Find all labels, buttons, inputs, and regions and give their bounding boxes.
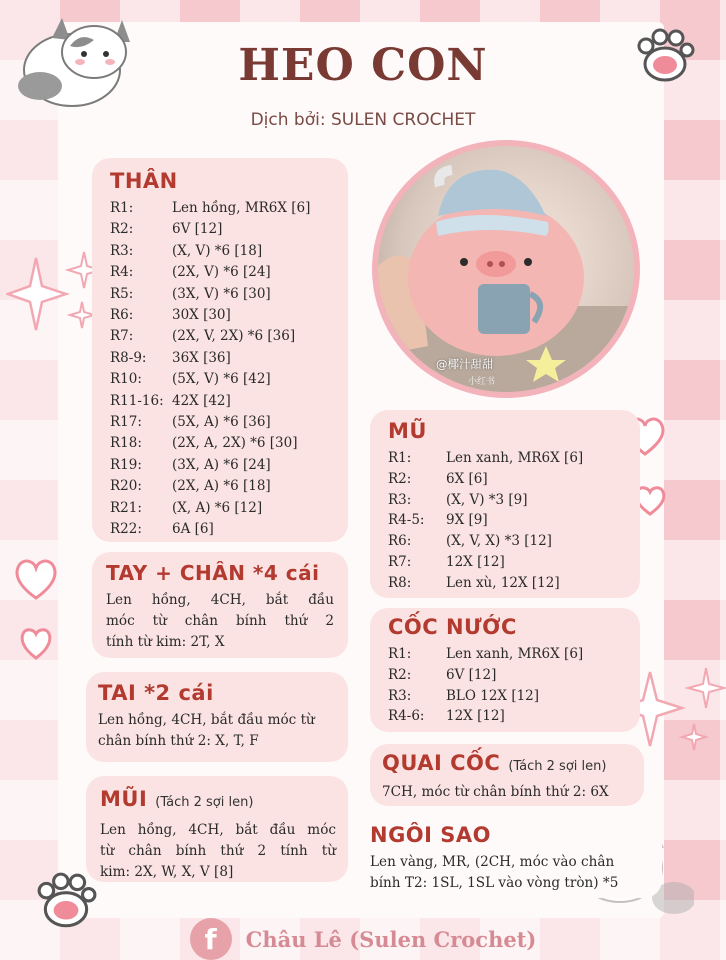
note-mui: (Tách 2 sợi len) — [155, 795, 254, 810]
row-instruction: 6V [12] — [446, 666, 497, 683]
row-instruction: (2X, V, 2X) *6 [36] — [172, 328, 296, 345]
heading-coc-nuoc: CỐC NƯỚC — [388, 615, 517, 639]
pattern-row — [388, 448, 640, 469]
row-instruction: (5X, A) *6 [36] — [172, 414, 271, 431]
pattern-row — [388, 706, 640, 727]
heading-quai-coc-text: QUAI CỐC — [382, 751, 501, 775]
row-instruction: Len hồng, MR6X [6] — [172, 200, 311, 216]
line: Len hồng, 4CH, bắt đầu móc — [100, 822, 336, 838]
pig-amigurumi-photo — [372, 140, 640, 398]
heading-tay-chan: TAY + CHÂN *4 cái — [106, 561, 320, 585]
row-instruction: 6X [6] — [446, 470, 488, 487]
row-instruction: Len xanh, MR6X [6] — [446, 646, 584, 662]
pattern-row — [110, 241, 348, 262]
line: Len hồng, 4CH, bắt đầu móc từ — [98, 712, 315, 728]
pattern-row — [110, 369, 348, 390]
row-label: R2: — [388, 470, 412, 487]
line: 7CH, móc từ chân bính thứ 2: 6X — [382, 784, 609, 800]
pattern-row — [388, 644, 640, 665]
row-label: R1: — [110, 200, 134, 216]
pattern-row — [110, 412, 348, 433]
row-instruction: (2X, A, 2X) *6 [30] — [172, 435, 298, 452]
sparkle-icon-left — [6, 250, 106, 340]
row-label: R7: — [110, 328, 134, 345]
line: tính từ kim: 2T, X — [106, 634, 225, 650]
row-label: R8: — [388, 574, 412, 591]
row-instruction: (2X, A) *6 [18] — [172, 478, 271, 495]
panel-tai — [86, 672, 348, 762]
line: Len vàng, MR, (2CH, móc vào chân — [370, 854, 615, 870]
row-instruction: 9X [9] — [446, 512, 488, 529]
row-label: R10: — [110, 371, 142, 388]
row-instruction: 6A [6] — [172, 521, 214, 538]
pattern-row — [110, 284, 348, 305]
row-label: R4-5: — [388, 512, 425, 529]
pattern-row — [110, 198, 348, 219]
row-label: R11-16: — [110, 392, 164, 409]
line: kim: 2X, W, X, V [8] — [100, 864, 234, 880]
pattern-row — [388, 469, 640, 490]
row-label: R3: — [110, 242, 134, 259]
row-instruction: (2X, V) *6 [24] — [172, 264, 271, 281]
row-label: R7: — [388, 553, 412, 570]
heart-icons-left — [10, 552, 62, 662]
pattern-row — [388, 510, 640, 531]
pattern-row — [110, 326, 348, 347]
text-ngoi-sao — [370, 852, 662, 894]
pattern-row — [110, 519, 348, 540]
row-label: R1: — [388, 450, 412, 466]
row-label: R6: — [388, 533, 412, 550]
pattern-row — [110, 305, 348, 326]
row-label: R1: — [388, 646, 412, 662]
text-tai — [98, 710, 336, 752]
row-label: R8-9: — [110, 349, 147, 366]
row-instruction: 12X [12] — [446, 708, 505, 725]
pattern-row — [110, 498, 348, 519]
row-instruction: BLO 12X [12] — [446, 687, 540, 704]
row-label: R3: — [388, 687, 412, 704]
heading-tai: TAI *2 cái — [98, 681, 214, 705]
panel-quai-coc — [370, 744, 644, 806]
row-label: R4: — [110, 264, 134, 281]
row-label: R4-6: — [388, 708, 425, 725]
text-tay-chan — [106, 590, 334, 653]
pattern-row — [388, 490, 640, 511]
panel-coc-nuoc — [370, 608, 640, 732]
line: từ chân bính thứ 2 tính từ — [100, 843, 336, 859]
heading-mu: MŨ — [388, 419, 427, 443]
pattern-row — [110, 391, 348, 412]
row-instruction: (X, V) *6 [18] — [172, 242, 263, 259]
row-label: R19: — [110, 456, 142, 473]
row-label: R2: — [110, 221, 134, 238]
pattern-row — [388, 665, 640, 686]
text-mui — [100, 820, 336, 883]
heading-mui — [100, 786, 336, 816]
row-instruction: (5X, V) *6 [42] — [172, 371, 271, 388]
row-instruction: (X, A) *6 [12] — [172, 499, 263, 516]
photo-watermark-sub: 小红书 — [468, 377, 496, 387]
row-instruction: 30X [30] — [172, 307, 231, 324]
row-instruction: 6V [12] — [172, 221, 223, 238]
pattern-row — [110, 348, 348, 369]
author-name[interactable]: Châu Lê (Sulen Crochet) — [245, 926, 537, 952]
photo-watermark: @椰汁甜甜 — [436, 357, 494, 371]
row-label: R20: — [110, 478, 142, 495]
row-label: R21: — [110, 499, 142, 516]
footer — [0, 918, 726, 960]
heading-ngoi-sao: NGÔI SAO — [370, 823, 492, 847]
panel-mui — [86, 776, 348, 882]
panel-than — [92, 158, 348, 542]
pattern-row — [110, 262, 348, 283]
panel-tay-chan — [92, 552, 348, 658]
row-label: R18: — [110, 435, 142, 452]
panel-mu — [370, 410, 640, 598]
row-label: R22: — [110, 521, 142, 538]
note-quai-coc: (Tách 2 sợi len) — [508, 759, 607, 774]
row-instruction: (X, V) *3 [9] — [446, 491, 528, 508]
line: móc từ chân bính thứ 2 — [106, 613, 334, 629]
heading-mui-text: MŨI — [100, 787, 148, 811]
rows-mu — [388, 448, 640, 594]
row-instruction: 42X [42] — [172, 392, 231, 409]
row-instruction: Len xù, 12X [12] — [446, 574, 560, 591]
pattern-row — [388, 552, 640, 573]
facebook-icon[interactable]: f — [190, 918, 232, 960]
pattern-row — [388, 573, 640, 594]
row-label: R17: — [110, 414, 142, 431]
row-instruction: Len xanh, MR6X [6] — [446, 450, 584, 466]
line: bính T2: 1SL, 1SL vào vòng tròn) *5 — [370, 875, 619, 891]
row-instruction: (X, V, X) *3 [12] — [446, 533, 552, 550]
pattern-row — [110, 433, 348, 454]
page-title: HEO CON — [238, 40, 488, 91]
pattern-row — [110, 476, 348, 497]
pattern-row — [388, 686, 640, 707]
pattern-row — [110, 455, 348, 476]
rows-coc-nuoc — [388, 644, 640, 727]
pattern-row — [388, 531, 640, 552]
row-label: R3: — [388, 491, 412, 508]
row-instruction: (3X, V) *6 [30] — [172, 285, 271, 302]
row-label: R6: — [110, 307, 134, 324]
line: chân bính thứ 2: X, T, F — [98, 733, 259, 749]
heading-than: THÂN — [110, 169, 178, 193]
row-label: R2: — [388, 666, 412, 683]
row-instruction: (3X, A) *6 [24] — [172, 456, 271, 473]
pig-illustration — [378, 146, 634, 392]
row-label: R5: — [110, 285, 134, 302]
pattern-row — [110, 219, 348, 240]
heading-quai-coc — [382, 750, 644, 780]
translator-credit: Dịch bởi: SULEN CROCHET — [250, 110, 476, 130]
row-instruction: 36X [36] — [172, 349, 231, 366]
panel-ngoi-sao — [362, 818, 662, 898]
row-instruction: 12X [12] — [446, 553, 505, 570]
line: Len hồng, 4CH, bắt đầu — [106, 592, 334, 608]
rows-than — [110, 198, 348, 541]
